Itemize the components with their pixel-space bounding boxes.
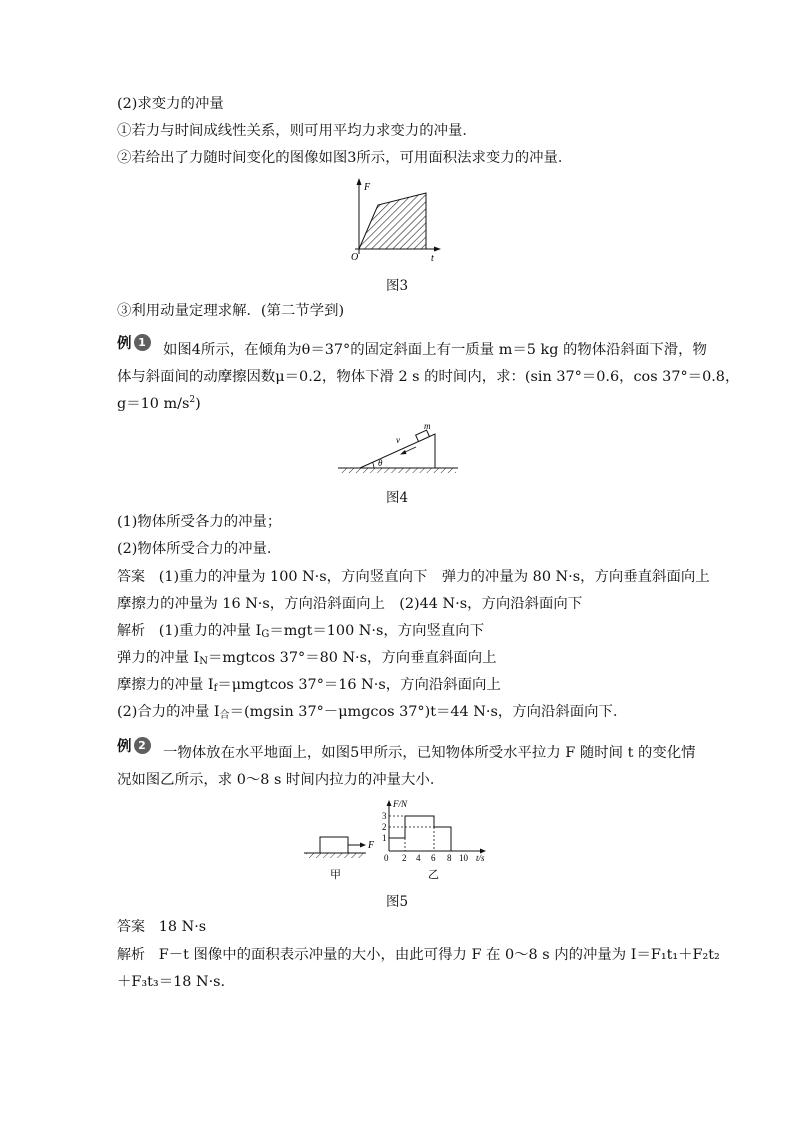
ex1-question-line-2: 体与斜面间的动摩擦因数μ＝0.2，物体下滑 2 s 的时间内，求：(sin 37°＝0.6，cos 37°＝0.8， (117, 369, 740, 385)
ex2-answer-line: 答案 18 N·s (117, 919, 207, 935)
fig5-xtick-8: 8 (447, 853, 452, 863)
fig3-y-label: F (364, 182, 371, 193)
figure-3-force-time-graph (345, 176, 445, 264)
ex2-solution-line-2: ＋F₃t₃＝18 N·s. (117, 974, 226, 990)
ex2-question-line-1: 一物体放在水平地面上，如图5甲所示，已知物体所受水平拉力 F 随时间 t 的变化情 (163, 745, 696, 761)
example-1-number: 1 (134, 334, 151, 351)
method-1-text: ①若力与时间成线性关系，则可用平均力求变力的冲量． (117, 123, 477, 139)
fig4-angle-label: θ (378, 458, 383, 468)
analysis-label: 解析 (117, 623, 145, 639)
ex1-subquestion-2: (2)物体所受合力的冲量． (117, 541, 282, 557)
example-label: 例 (117, 336, 132, 352)
figure-5 (298, 798, 508, 882)
ex2-question-line-2: 况如图乙所示，求 0～8 s 时间内拉力的冲量大小． (117, 772, 445, 788)
fig3-origin-label: O (351, 252, 359, 263)
ex1-question-line-3: g＝10 $m/s^2$) (117, 395, 201, 412)
answer-label: 答案 (117, 569, 145, 585)
fig5-xtick-6: 6 (431, 853, 436, 863)
ex1-subquestion-1: (1)物体所受各力的冲量； (117, 514, 282, 530)
fig5-y-label: F/N (393, 799, 408, 809)
figure-4-caption: 图4 (386, 490, 409, 506)
fig5-xtick-2: 2 (402, 853, 407, 863)
method-2-text: ②若给出了力随时间变化的图像如图3所示，可用面积法求变力的冲量． (117, 150, 573, 166)
ex1-answer-line-2: 摩擦力的冲量为 16 N·s，方向沿斜面向上 (2)44 N·s，方向沿斜面向下 (117, 596, 583, 612)
fig5-x-label: t/s (476, 853, 485, 863)
ex1-analysis-line-2: 弹力的冲量 $I_N=mgtcos$ 37°＝80 N·s，方向垂直斜面向上 (117, 650, 497, 667)
fig3-x-label: t (431, 253, 434, 264)
fig5-xtick-10: 10 (459, 853, 468, 863)
fig5-xtick-0: 0 (384, 853, 389, 863)
ex1-analysis-line-4: (2)合力的冲量 $I_合=(mgsin$ 37°－μmgcos 37°)t＝44 N·s，方向沿斜面向下． (117, 704, 628, 721)
figure-3-caption: 图3 (386, 278, 409, 294)
fig5-ytick-2: 2 (382, 822, 387, 832)
fig5-xtick-4: 4 (416, 853, 421, 863)
fig5-ytick-1: 1 (382, 833, 387, 843)
example-2-badge: 例 2 (117, 735, 151, 756)
fig4-velocity-label: v (396, 435, 400, 445)
ex1-analysis-line-3: 摩擦力的冲量 $I_f=\mu mgtcos$ 37°＝16 N·s，方向沿斜面向上 (117, 677, 501, 694)
example-2-number: 2 (134, 737, 151, 754)
section-title: (2)求变力的冲量 (117, 96, 224, 112)
figure-4-incline (338, 420, 458, 475)
ex1-answer-line-1: 答案 (1)重力的冲量为 100 N·s，方向竖直向下 弹力的冲量为 80 N·s，方向垂直斜面向上 (117, 569, 710, 585)
fig4-mass-label: m (424, 421, 431, 431)
fig5-ytick-3: 3 (382, 811, 387, 821)
method-3-text: ③利用动量定理求解．(第二节学到) (117, 303, 345, 319)
example-1-badge (117, 332, 151, 353)
ex1-question-line-1: 如图4所示，在倾角为θ＝37°的固定斜面上有一质量 m＝5 kg 的物体沿斜面下滑，物 (163, 342, 707, 358)
ex2-solution-line-1: 解析 F－t 图像中的面积表示冲量的大小，由此可得力 F 在 0～8 s 内的冲量为 I＝F₁t₁＋F₂t₂ (117, 947, 720, 963)
fig5-force-label: F (368, 840, 375, 851)
ex2-answer-value: 18 N·s (158, 919, 207, 935)
fig5-label-yi: 乙 (428, 869, 439, 881)
fig5-label-jia: 甲 (330, 869, 341, 881)
figure-5-caption: 图5 (386, 894, 409, 910)
fig5-block (320, 837, 348, 853)
ex1-analysis-line-1: 解析 (1)重力的冲量 $I_G=mgt=100$ N·s，方向竖直向下 (117, 623, 485, 640)
